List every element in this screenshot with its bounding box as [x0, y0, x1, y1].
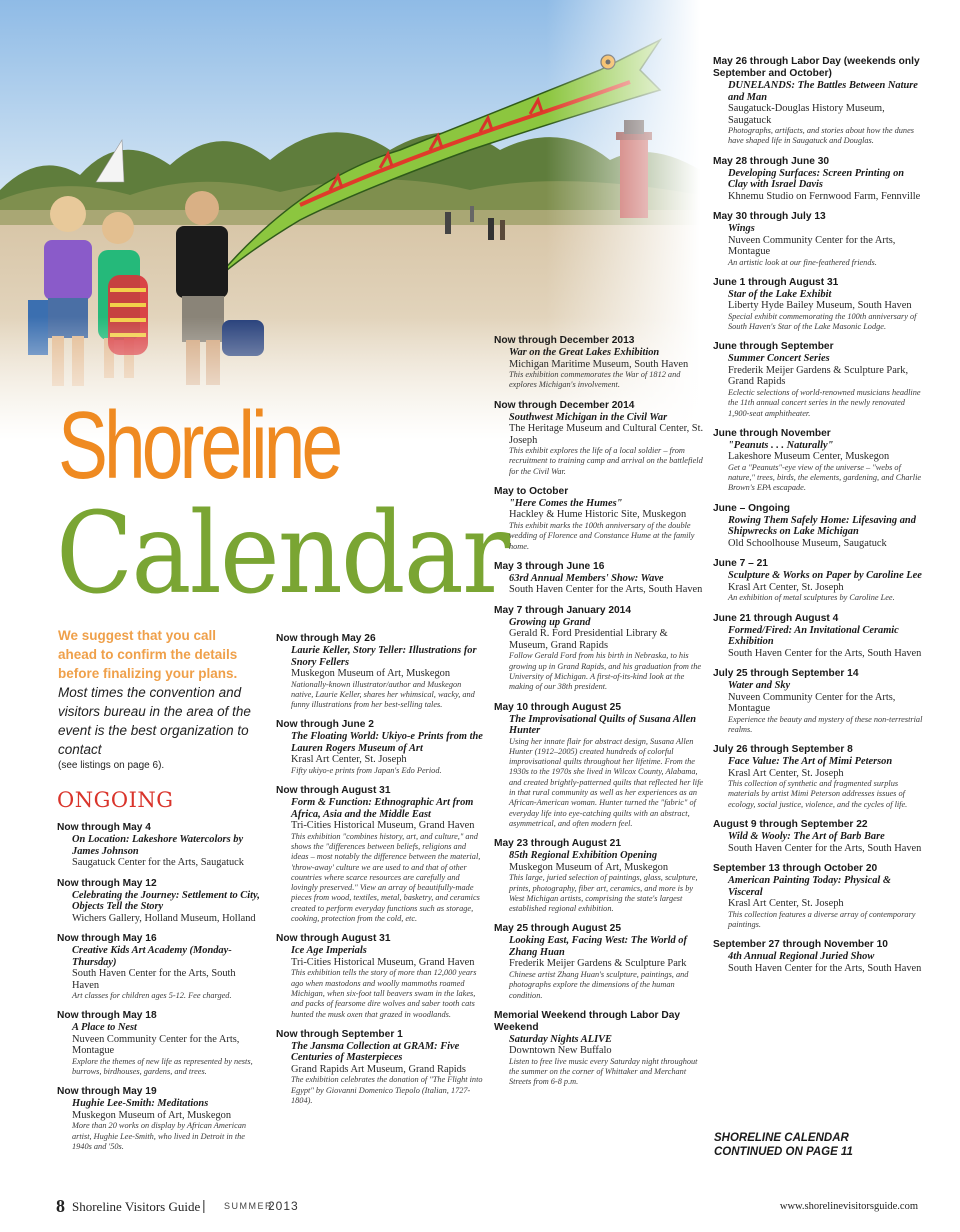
event-title: "Here Comes the Humes": [509, 497, 623, 509]
title-shoreline: Shoreline: [58, 392, 340, 499]
event-listing: [713, 744, 925, 810]
event-description: Follow Gerald Ford from his birth in Nebraska, to his growing up in Grand Rapids, and his graduation from the University of Michigan. A first-of-its-kind look at the making of our 38th president.: [509, 651, 702, 692]
event-description: More than 20 works on display by African American artist, Hughie Lee-Smith, who lived in Detroit in the 1940s and '50s.: [72, 1121, 247, 1151]
event-date: Now through May 19: [57, 1086, 157, 1098]
event-details: [713, 831, 925, 854]
event-details: [494, 347, 704, 391]
event-listing: [276, 785, 484, 924]
event-details: [276, 731, 484, 776]
event-details: [713, 289, 925, 333]
event-title: Formed/Fired: An Invitational Ceramic Exhibition: [728, 624, 899, 648]
title-calendar: Calendar: [56, 489, 509, 619]
event-title: Star of the Lake Exhibit: [728, 288, 832, 300]
event-date: May 7 through January 2014: [494, 604, 632, 616]
event-description: This large, juried selection of paintings, glass, sculpture, prints, photography, fiber art, ceramics, and more is by West Michigan artists, comprising the state's largest established regional exhibition.: [509, 873, 698, 914]
event-title: DUNELANDS: The Battles Between Nature and Man: [728, 80, 918, 103]
continued-line-2: CONTINUED ON PAGE 11: [714, 1146, 853, 1158]
event-title: The Jansma Collection at GRAM: Five Centuries of Masterpieces: [291, 1040, 460, 1064]
intro-page-reference: (see listings on page 6).: [58, 760, 165, 771]
event-details: [57, 1098, 262, 1152]
event-details: [57, 890, 262, 925]
event-listing: [276, 1029, 484, 1106]
event-details: [494, 1034, 704, 1088]
event-details: [713, 440, 925, 494]
event-listing: [494, 486, 704, 552]
event-details: [713, 625, 925, 660]
event-listing: [713, 863, 925, 930]
event-date: Now through August 31: [276, 933, 391, 945]
event-venue: Nuveen Community Center for the Arts, Montague: [728, 234, 896, 258]
event-description: This exhibition commemorates the War of 1812 and explores Michigan's involvement.: [509, 370, 681, 390]
event-listing: [713, 156, 925, 203]
event-listing: [713, 341, 925, 418]
event-venue: Liberty Hyde Bailey Museum, South Haven: [728, 300, 912, 312]
event-listing: [713, 277, 925, 333]
event-venue: Hackley & Hume Historic Site, Muskegon: [509, 509, 687, 521]
event-date: May 25 through August 25: [494, 923, 621, 935]
event-description: Chinese artist Zhang Huan's sculpture, paintings, and photographs explore the dimensions of the human condition.: [509, 969, 689, 1000]
event-listing: [713, 211, 925, 268]
event-listing: [494, 605, 704, 693]
continued-line-1: SHORELINE CALENDAR: [714, 1132, 849, 1144]
event-venue: Michigan Maritime Museum, South Haven: [509, 358, 689, 370]
event-details: [494, 617, 704, 693]
event-details: [713, 756, 925, 810]
event-venue: Lakeshore Museum Center, Muskegon: [728, 451, 890, 463]
event-date: Now through December 2014: [494, 399, 635, 411]
event-venue: Saugatuck Center for the Arts, Saugatuck: [72, 857, 244, 868]
event-title: Face Value: The Art of Mimi Peterson: [728, 756, 893, 768]
issue-year: 2013: [268, 1199, 299, 1213]
event-venue: Downtown New Buffalo: [509, 1045, 612, 1057]
event-date: Now through May 4: [57, 822, 151, 833]
event-details: [276, 945, 484, 1019]
event-listing: [276, 719, 484, 776]
event-title: Wings: [728, 223, 755, 235]
event-title: A Place to Nest: [72, 1022, 137, 1034]
event-venue: Krasl Art Center, St. Joseph: [728, 581, 844, 593]
event-title: Wild & Wooly: The Art of Barb Bare: [728, 831, 885, 843]
event-date: May 10 through August 25: [494, 701, 621, 713]
event-description: This exhibit explores the life of a local soldier – from recruitment to training camp and arrival on the battlefield for the Civil War.: [509, 446, 703, 476]
event-details: [494, 573, 704, 596]
event-description: Experience the beauty and mystery of these non-terrestrial realms.: [728, 714, 923, 734]
event-title: Saturday Nights ALIVE: [509, 1033, 612, 1045]
event-listing: [494, 561, 704, 596]
event-description: This exhibit marks the 100th anniversary of the double wedding of Florence and Constance Hume at the family home.: [509, 520, 695, 551]
event-listing: [57, 878, 262, 925]
event-date: July 25 through September 14: [713, 668, 859, 680]
event-description: Nationally-known illustrator/author and Muskegon native, Laurie Keller, shares her whimsical, wacky, and funny illustrations from her best-selling tales.: [291, 679, 475, 710]
event-venue: Frederik Meijer Gardens & Sculpture Park, Grand Rapids: [728, 364, 909, 388]
event-title: Growing up Grand: [509, 616, 591, 628]
event-listing: [57, 822, 262, 869]
event-title: Creative Kids Art Academy (Monday-Thursday): [72, 945, 232, 968]
footer-separator: |: [202, 1197, 206, 1213]
event-description: Art classes for children ages 5-12. Fee charged.: [72, 991, 232, 1000]
event-description: Special exhibit commemorating the 100th anniversary of South Haven's Star of the Lake Masonic Lodge.: [728, 311, 917, 332]
event-date: September 27 through November 10: [713, 939, 888, 951]
event-details: [713, 353, 925, 418]
intro-note: [58, 626, 258, 773]
event-title: Summer Concert Series: [728, 353, 830, 365]
event-venue: Krasl Art Center, St. Joseph: [728, 898, 844, 910]
event-title: Celebrating the Journey: Settlement to City, Objects Tell the Story: [72, 889, 260, 912]
event-listing: [494, 838, 704, 914]
page-footer: [56, 1196, 918, 1218]
event-venue: Saugatuck-Douglas History Museum, Saugatuck: [728, 103, 885, 126]
event-date: June through November: [713, 427, 831, 439]
event-venue: Krasl Art Center, St. Joseph: [728, 767, 844, 779]
event-listing: [494, 400, 704, 477]
event-description: This collection of synthetic and fragmented surplus materials by artist Mimi Peterson addresses issues of ecology, social justice, violence, and the cycles of life.: [728, 779, 908, 809]
event-venue: Nuveen Community Center for the Arts, Montague: [728, 691, 896, 715]
events-column-1: [57, 822, 262, 1161]
event-details: [276, 645, 484, 710]
event-listing: [494, 335, 704, 391]
event-details: [713, 570, 925, 603]
event-venue: Nuveen Community Center for the Arts, Montague: [72, 1033, 240, 1057]
event-description: This exhibition tells the story of more than 12,000 years ago when mastodons and woolly mammoths roamed Michigan, when six-foot tall beavers swam in the lakes, and packs of fearsome dire wolves and saber tooth cats hunted the musk oxen that grazed in woodlands.: [291, 968, 477, 1019]
event-date: Now through September 1: [276, 1028, 403, 1040]
event-date: Now through May 18: [57, 1010, 157, 1022]
event-venue: Muskegon Museum of Art, Muskegon: [291, 668, 451, 679]
event-title: Ice Age Imperials: [291, 945, 367, 957]
event-details: [276, 797, 484, 924]
event-details: [713, 80, 925, 147]
event-venue: The Heritage Museum and Cultural Center, St. Joseph: [509, 423, 704, 446]
event-date: May 3 through June 16: [494, 560, 605, 572]
event-description: An exhibition of metal sculptures by Caroline Lee.: [728, 593, 895, 603]
event-date: June 21 through August 4: [713, 612, 839, 624]
event-description: The exhibition celebrates the donation of "The Flight into Egypt" by Giovanni Domenico Tiepolo (Italian, 1727-1804).: [291, 1075, 483, 1105]
event-title: Hughie Lee-Smith: Meditations: [72, 1098, 209, 1110]
event-date: Memorial Weekend through Labor Day Weekend: [494, 1009, 681, 1033]
event-details: [713, 515, 925, 550]
event-title: 85th Regional Exhibition Opening: [509, 850, 658, 862]
event-title: Water and Sky: [728, 680, 791, 692]
page-number: 8: [56, 1196, 65, 1216]
event-details: [57, 945, 262, 1001]
event-description: An artistic look at our fine-feathered friends.: [728, 257, 877, 267]
event-date: June through September: [713, 341, 834, 353]
event-venue: Tri-Cities Historical Museum, Grand Haven: [291, 820, 475, 832]
event-title: 63rd Annual Members' Show: Wave: [509, 572, 664, 584]
event-venue: Muskegon Museum of Art, Muskegon: [509, 861, 669, 873]
events-column-3: [494, 335, 704, 1097]
intro-highlight: We suggest that you call ahead to confirm the details before finalizing your plans.: [58, 628, 238, 681]
event-description: Using her innate flair for abstract design, Susana Allen Hunter (1912–2005) created hundreds of colorful improvisational quilts throughout her lifetime. From the 1930s to the 1970s she lived in Wilcox County, Alabama, and created brightly-patterned quilts that reflected her life in that rural community as well as her experiences as an African-American woman. Hunter turned the "fabric" of everyday life into eye-catching quilts with an abstract, asymmetrical, and often modern feel.: [509, 736, 704, 828]
event-description: Fifty ukiyo-e prints from Japan's Edo Period.: [291, 765, 442, 775]
publication-name: Shoreline Visitors Guide: [72, 1199, 201, 1214]
event-title: Developing Surfaces: Screen Printing on Clay with Israel Davis: [728, 167, 905, 191]
event-listing: [713, 56, 925, 147]
intro-body: Most times the convention and visitors bureau in the area of the event is the best organization to contact: [58, 685, 251, 757]
event-description: Photographs, artifacts, and stories about how the dunes have shaped life in Saugatuck and Douglas.: [728, 126, 914, 146]
event-description: Listen to free live music every Saturday night throughout the summer on the corner of Whittaker and Merchant Streets from 6-8 p.m.: [509, 1056, 698, 1087]
event-date: July 26 through September 8: [713, 744, 853, 756]
section-heading-ongoing: ONGOING: [57, 788, 174, 812]
event-venue: Frederik Meijer Gardens & Sculpture Park: [509, 958, 687, 970]
event-title: The Floating World: Ukiyo-e Prints from the Lauren Rogers Museum of Art: [291, 731, 483, 754]
event-date: Now through December 2013: [494, 335, 635, 346]
event-listing: [713, 668, 925, 735]
event-date: Now through May 26: [276, 633, 376, 644]
event-listing: [713, 503, 925, 550]
event-date: September 13 through October 20: [713, 863, 878, 875]
event-details: [494, 850, 704, 914]
event-listing: [57, 1086, 262, 1152]
event-date: June – Ongoing: [713, 502, 790, 514]
event-venue: South Haven Center for the Arts, South Haven: [728, 647, 922, 659]
event-description: This exhibition "combines history, art, and culture," and shows the "differences between beliefs, religions and ideas – most notably the difference between the material, 'throw-away' culture we are used to and that of other countries where scarce resources are carefully and lovingly preserved." View an array of beautifully-made pieces from wood, textiles, metal, basketry, and ceramics created to perform everyday functions such as storage, cooking, protection from the cold, etc.: [291, 831, 481, 924]
event-listing: [713, 939, 925, 974]
event-listing: [276, 633, 484, 710]
event-date: June 7 – 21: [713, 558, 768, 570]
events-column-4: [713, 56, 925, 983]
event-venue: Grand Rapids Art Museum, Grand Rapids: [291, 1063, 466, 1075]
event-listing: [713, 613, 925, 660]
event-venue: Gerald R. Ford Presidential Library & Museum, Grand Rapids: [509, 628, 668, 651]
event-title: 4th Annual Regional Juried Show: [728, 951, 875, 963]
event-description: Eclectic selections of world-renowned musicians headline the 11th annual concert series in the newly renovated 1,900-seat amphitheater.: [728, 387, 921, 418]
event-venue: South Haven Center for the Arts, South Haven: [72, 968, 236, 991]
event-details: [713, 680, 925, 735]
event-date: June 1 through August 31: [713, 276, 839, 288]
event-description: This collection features a diverse array of contemporary paintings.: [728, 909, 916, 929]
event-listing: [276, 933, 484, 1019]
event-venue: Tri-Cities Historical Museum, Grand Haven: [291, 956, 475, 968]
event-title: Looking East, Facing West: The World of Zhang Huan: [509, 935, 687, 958]
event-venue: Krasl Art Center, St. Joseph: [291, 754, 407, 766]
event-date: May to October: [494, 485, 569, 497]
event-description: Explore the themes of new life as represented by nests, burrows, birdhouses, gardens, and trees.: [72, 1056, 253, 1077]
event-date: Now through May 16: [57, 933, 157, 944]
event-venue: Muskegon Museum of Art, Muskegon: [72, 1109, 232, 1121]
event-listing: [713, 819, 925, 854]
event-details: [494, 412, 704, 477]
event-details: [713, 168, 925, 203]
event-venue: South Haven Center for the Arts, South Haven: [728, 962, 922, 974]
event-venue: South Haven Center for the Arts, South Haven: [728, 842, 922, 854]
events-column-2: [276, 633, 484, 1115]
event-venue: Wichers Gallery, Holland Museum, Holland: [72, 912, 256, 924]
event-venue: Khnemu Studio on Fernwood Farm, Fennville: [728, 190, 921, 202]
event-title: "Peanuts . . . Naturally": [728, 439, 834, 451]
event-title: On Location: Lakeshore Watercolors by James Johnson: [72, 834, 244, 857]
event-title: American Painting Today: Physical & Visceral: [728, 875, 891, 898]
website-url: www.shorelinevisitorsguide.com: [779, 1201, 918, 1212]
event-title: Rowing Them Safely Home: Lifesaving and Shipwrecks on Lake Michigan: [728, 514, 916, 538]
event-listing: [57, 933, 262, 1001]
event-details: [713, 951, 925, 974]
event-title: Form & Function: Ethnographic Art from Africa, Asia and the Middle East: [291, 797, 474, 820]
event-title: The Improvisational Quilts of Susana Allen Hunter: [509, 713, 696, 737]
event-details: [494, 935, 704, 1000]
event-title: Laurie Keller, Story Teller: Illustrations for Snory Fellers: [291, 645, 477, 668]
event-venue: Old Schoolhouse Museum, Saugatuck: [728, 537, 887, 549]
event-details: [57, 1022, 262, 1077]
event-date: May 23 through August 21: [494, 838, 621, 850]
event-details: [494, 498, 704, 552]
event-title: War on the Great Lakes Exhibition: [509, 347, 660, 358]
event-listing: [494, 702, 704, 830]
event-description: Get a "Peanuts"-eye view of the universe – "webs of nature," trees, birds, the elements, gardening, and Charlie Brown's EPA escapade.: [728, 462, 922, 493]
event-details: [57, 834, 262, 869]
event-listing: [713, 558, 925, 603]
event-date: May 26 through Labor Day (weekends only September and October): [713, 56, 920, 79]
event-listing: [494, 1010, 704, 1088]
event-date: August 9 through September 22: [713, 819, 868, 831]
event-venue: South Haven Center for the Arts, South Haven: [509, 584, 703, 596]
issue-season: SUMMER: [224, 1201, 273, 1211]
event-details: [713, 223, 925, 268]
event-details: [494, 714, 704, 830]
event-date: Now through August 31: [276, 785, 391, 797]
event-date: Now through June 2: [276, 719, 374, 731]
event-date: May 28 through June 30: [713, 155, 830, 167]
event-title: Sculpture & Works on Paper by Caroline Lee: [728, 570, 922, 582]
event-details: [713, 875, 925, 930]
event-listing: [57, 1010, 262, 1077]
event-listing: [494, 923, 704, 1000]
event-date: Now through May 12: [57, 877, 157, 889]
event-date: May 30 through July 13: [713, 211, 826, 223]
event-details: [276, 1041, 484, 1106]
event-title: Southwest Michigan in the Civil War: [509, 411, 668, 423]
event-listing: [713, 428, 925, 494]
continued-note: [714, 1131, 853, 1159]
